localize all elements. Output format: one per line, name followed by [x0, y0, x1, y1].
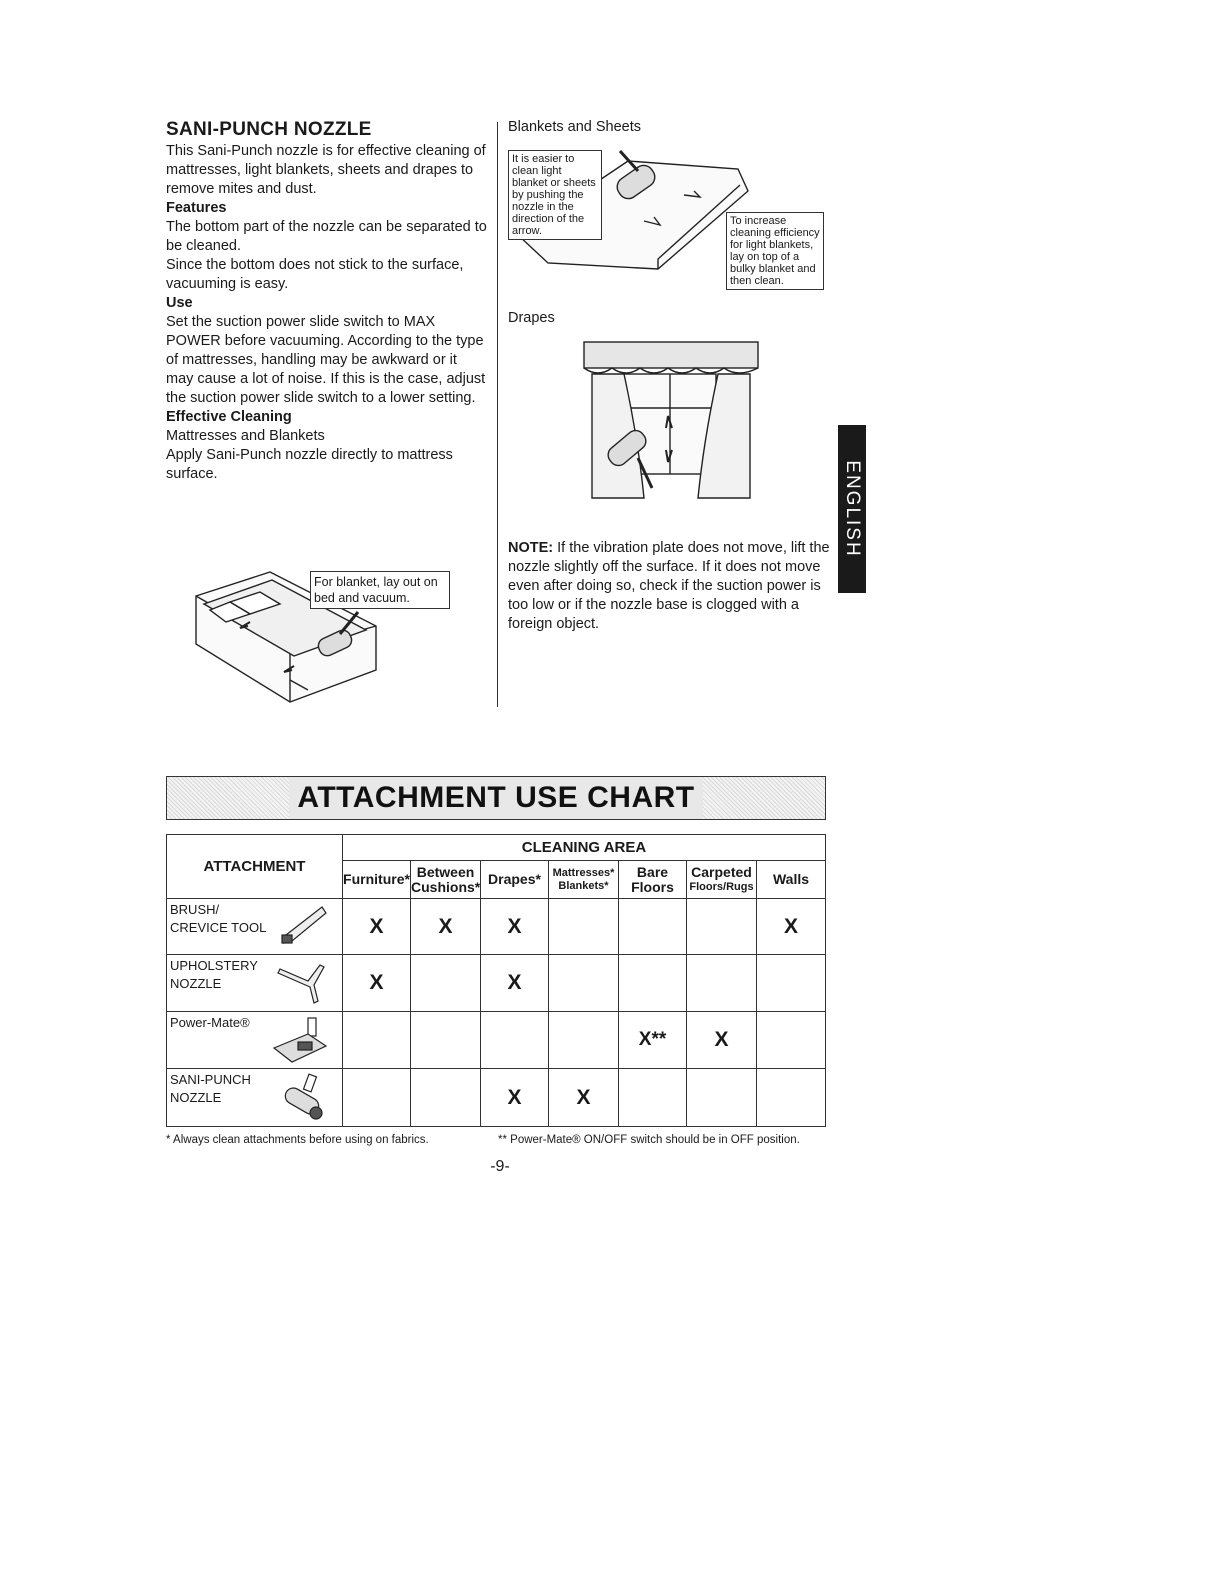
chart-title: ATTACHMENT USE CHART	[289, 777, 702, 819]
attachment-header: ATTACHMENT	[167, 835, 343, 899]
table-cell	[343, 1012, 411, 1069]
table-row	[167, 1012, 826, 1069]
table-cell	[411, 1069, 481, 1127]
table-row	[167, 899, 826, 955]
attachment-name: BRUSH/ CREVICE TOOL	[167, 899, 343, 955]
table-cell: X	[343, 955, 411, 1012]
intro-text: This Sani-Punch nozzle is for effective cleaning of mattresses, light blankets, sheets and drapes to remove mites and dust.	[166, 143, 486, 197]
attachment-name: SANI-PUNCH NOZZLE	[167, 1069, 343, 1127]
table-cell	[757, 1069, 826, 1127]
table-cell	[549, 955, 619, 1012]
table-cell: X**	[619, 1012, 687, 1069]
column-header: Bare Floors	[619, 861, 687, 899]
note-label: NOTE:	[508, 540, 554, 556]
column-header: Mattresses* Blankets*	[549, 861, 619, 899]
table-cell	[619, 899, 687, 955]
table-cell: X	[481, 955, 549, 1012]
table-cell	[549, 1012, 619, 1069]
table-cell	[757, 1012, 826, 1069]
note-text: If the vibration plate does not move, lift the nozzle slightly off the surface. If it does not move even after doing so, check if the suction power is too low or if the nozzle base is clogged with a foreign object.	[508, 540, 830, 632]
table-cell	[757, 955, 826, 1012]
left-column	[166, 118, 488, 484]
table-row	[167, 1069, 826, 1127]
table-cell	[411, 1012, 481, 1069]
column-header: Carpeted Floors/Rugs	[687, 861, 757, 899]
table-cell: X	[343, 899, 411, 955]
use-text: Set the suction power slide switch to MAX POWER before vacuuming. According to the type of mattresses, handling may be awkward or it may cause a lot of noise. If this is the case, adjust the suction power slide switch to a lower setting.	[166, 314, 486, 406]
table-cell: X	[481, 899, 549, 955]
footnote-1: * Always clean attachments before using on fabrics.	[166, 1134, 429, 1146]
table-cell	[687, 1069, 757, 1127]
effective-cleaning-subheading: Mattresses and Blankets	[166, 428, 325, 444]
table-cell: X	[549, 1069, 619, 1127]
blankets-callout-left: It is easier to clean light blanket or sheets by pushing the nozzle in the direction of the arrow.	[508, 150, 602, 240]
language-tab-label: ENGLISH	[842, 460, 863, 558]
column-header: Furniture*	[343, 861, 411, 899]
table-cell: X	[757, 899, 826, 955]
right-column	[508, 118, 838, 137]
blankets-callout-right: To increase cleaning efficiency for light blankets, lay on top of a bulky blanket and then clean.	[726, 212, 824, 290]
crevice-tool-icon	[278, 903, 328, 947]
attachment-use-table	[166, 834, 826, 1127]
table-cell: X	[481, 1069, 549, 1127]
chart-title-banner	[166, 776, 826, 820]
table-row	[167, 955, 826, 1012]
page-number: -9-	[490, 1158, 510, 1175]
power-mate-icon	[268, 1016, 330, 1066]
column-header: Between Cushions*	[411, 861, 481, 899]
use-heading: Use	[166, 295, 193, 311]
table-cell	[619, 1069, 687, 1127]
features-text-1: The bottom part of the nozzle can be separated to be cleaned.	[166, 219, 487, 254]
language-tab	[838, 425, 866, 593]
column-divider	[497, 122, 498, 707]
features-heading: Features	[166, 200, 227, 216]
drapes-illustration	[578, 338, 764, 513]
footnote-2: ** Power-Mate® ON/OFF switch should be in OFF position.	[498, 1134, 800, 1146]
bed-callout: For blanket, lay out on bed and vacuum.	[310, 571, 450, 609]
attachment-name: Power-Mate®	[167, 1012, 343, 1069]
sani-punch-nozzle-icon	[278, 1073, 328, 1123]
table-cell	[481, 1012, 549, 1069]
column-header: Walls	[757, 861, 826, 899]
table-cell	[549, 899, 619, 955]
cleaning-area-header: CLEANING AREA	[343, 835, 826, 861]
effective-cleaning-text: Apply Sani-Punch nozzle directly to mattress surface.	[166, 447, 453, 482]
table-cell	[411, 955, 481, 1012]
note-paragraph	[508, 539, 830, 634]
table-cell	[687, 955, 757, 1012]
upholstery-nozzle-icon	[274, 961, 328, 1005]
attachment-name: UPHOLSTERY NOZZLE	[167, 955, 343, 1012]
table-cell	[343, 1069, 411, 1127]
section-title: SANI-PUNCH NOZZLE	[166, 119, 372, 140]
table-cell: X	[687, 1012, 757, 1069]
features-text-2: Since the bottom does not stick to the surface, vacuuming is easy.	[166, 257, 464, 292]
table-cell	[687, 899, 757, 955]
effective-cleaning-heading: Effective Cleaning	[166, 409, 292, 425]
column-header: Drapes*	[481, 861, 549, 899]
drapes-heading: Drapes	[508, 310, 555, 326]
table-cell: X	[411, 899, 481, 955]
table-cell	[619, 955, 687, 1012]
blankets-heading: Blankets and Sheets	[508, 119, 642, 135]
